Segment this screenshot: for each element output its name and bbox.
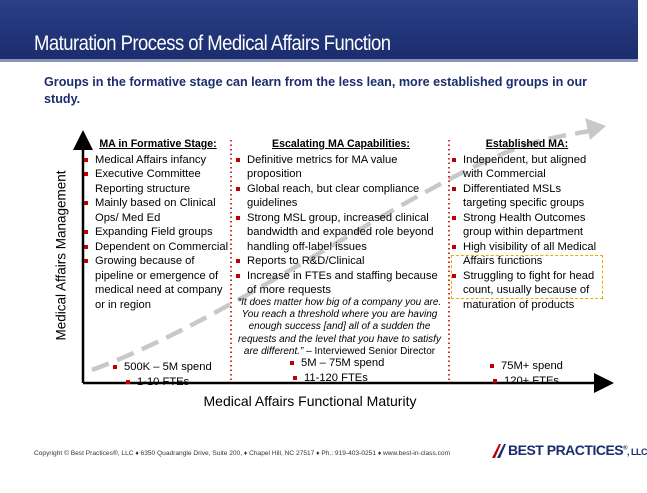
list-item: Strong Health Outcomes group within department bbox=[452, 211, 602, 240]
fte-stat: 11-120 FTEs bbox=[293, 371, 384, 386]
stats-established bbox=[490, 359, 563, 388]
item-list bbox=[84, 153, 232, 313]
x-axis-label: Medical Affairs Functional Maturity bbox=[203, 393, 417, 409]
list-item: Increase in FTEs and staffing because of more requests bbox=[236, 269, 446, 298]
list-item: Executive Committee Reporting structure bbox=[84, 167, 232, 196]
column-title: Established MA: bbox=[485, 138, 569, 150]
logo-text bbox=[508, 442, 647, 458]
column-title: MA in Formative Stage: bbox=[99, 138, 217, 150]
list-item: Expanding Field groups bbox=[84, 225, 232, 240]
logo-mark: ® bbox=[623, 445, 628, 452]
fte-stat: 1-10 FTEs bbox=[126, 375, 212, 390]
logo-name: BEST PRACTICES bbox=[508, 442, 624, 458]
page-title: Maturation Process of Medical Affairs Function bbox=[34, 32, 391, 55]
spend-stat: 500K – 5M spend bbox=[113, 360, 212, 375]
list-item: Struggling to fight for head count, usually because of maturation of products bbox=[452, 269, 602, 313]
quote-text: “It does matter how big of a company you are. You reach a threshold where you are having enough success [and] all of a sudden the requests and the level that you have to satisfy are different.” bbox=[237, 297, 442, 357]
best-practices-logo bbox=[490, 442, 647, 460]
quote-attribution: – Interviewed Senior Director bbox=[303, 345, 436, 357]
spend-stat: 75M+ spend bbox=[490, 359, 563, 374]
list-item: Growing because of pipeline or emergence of medical need at company or in region bbox=[84, 254, 232, 312]
list-item: Reports to R&D/Clinical bbox=[236, 254, 446, 269]
highlight-box bbox=[451, 255, 603, 299]
stats-escalating bbox=[290, 356, 384, 385]
column-formative bbox=[84, 137, 232, 312]
list-item: Definitive metrics for MA value proposition bbox=[236, 153, 446, 182]
subtitle: Groups in the formative stage can learn from the less lean, more established groups in our study. bbox=[44, 75, 588, 106]
spend-stat: 5M – 75M spend bbox=[290, 356, 384, 371]
footer-copyright: Copyright © Best Practices®, LLC ♦ 6350 Quadrangle Drive, Suite 200, ♦ Chapel Hill, NC 27517 ♦ Ph.: 919-403-0251 ♦ www.best-in-class.com bbox=[34, 450, 451, 457]
list-item: Dependent on Commercial bbox=[84, 240, 232, 255]
logo-swoosh-icon bbox=[490, 442, 510, 460]
list-item: High visibility of all Medical Affairs functions bbox=[452, 240, 602, 269]
list-item: Medical Affairs infancy bbox=[84, 153, 232, 168]
y-axis-label-text: Medical Affairs Management bbox=[53, 170, 69, 341]
list-item: Mainly based on Clinical Ops/ Med Ed bbox=[84, 196, 232, 225]
fte-stat: 120+ FTEs bbox=[493, 374, 563, 389]
logo-suffix: , LLC bbox=[627, 447, 647, 457]
column-title: Escalating MA Capabilities: bbox=[272, 138, 410, 150]
list-item: Global reach, but clear compliance guidelines bbox=[236, 182, 446, 211]
stats-formative bbox=[113, 360, 212, 389]
column-escalating bbox=[236, 137, 446, 298]
item-list bbox=[236, 153, 446, 298]
list-item: Differentiated MSLs targeting specific groups bbox=[452, 182, 602, 211]
list-item: Independent, but aligned with Commercial bbox=[452, 153, 602, 182]
interview-quote bbox=[232, 297, 447, 358]
list-item: Strong MSL group, increased clinical bandwidth and expanded role beyond handling off-label issues bbox=[236, 211, 446, 255]
